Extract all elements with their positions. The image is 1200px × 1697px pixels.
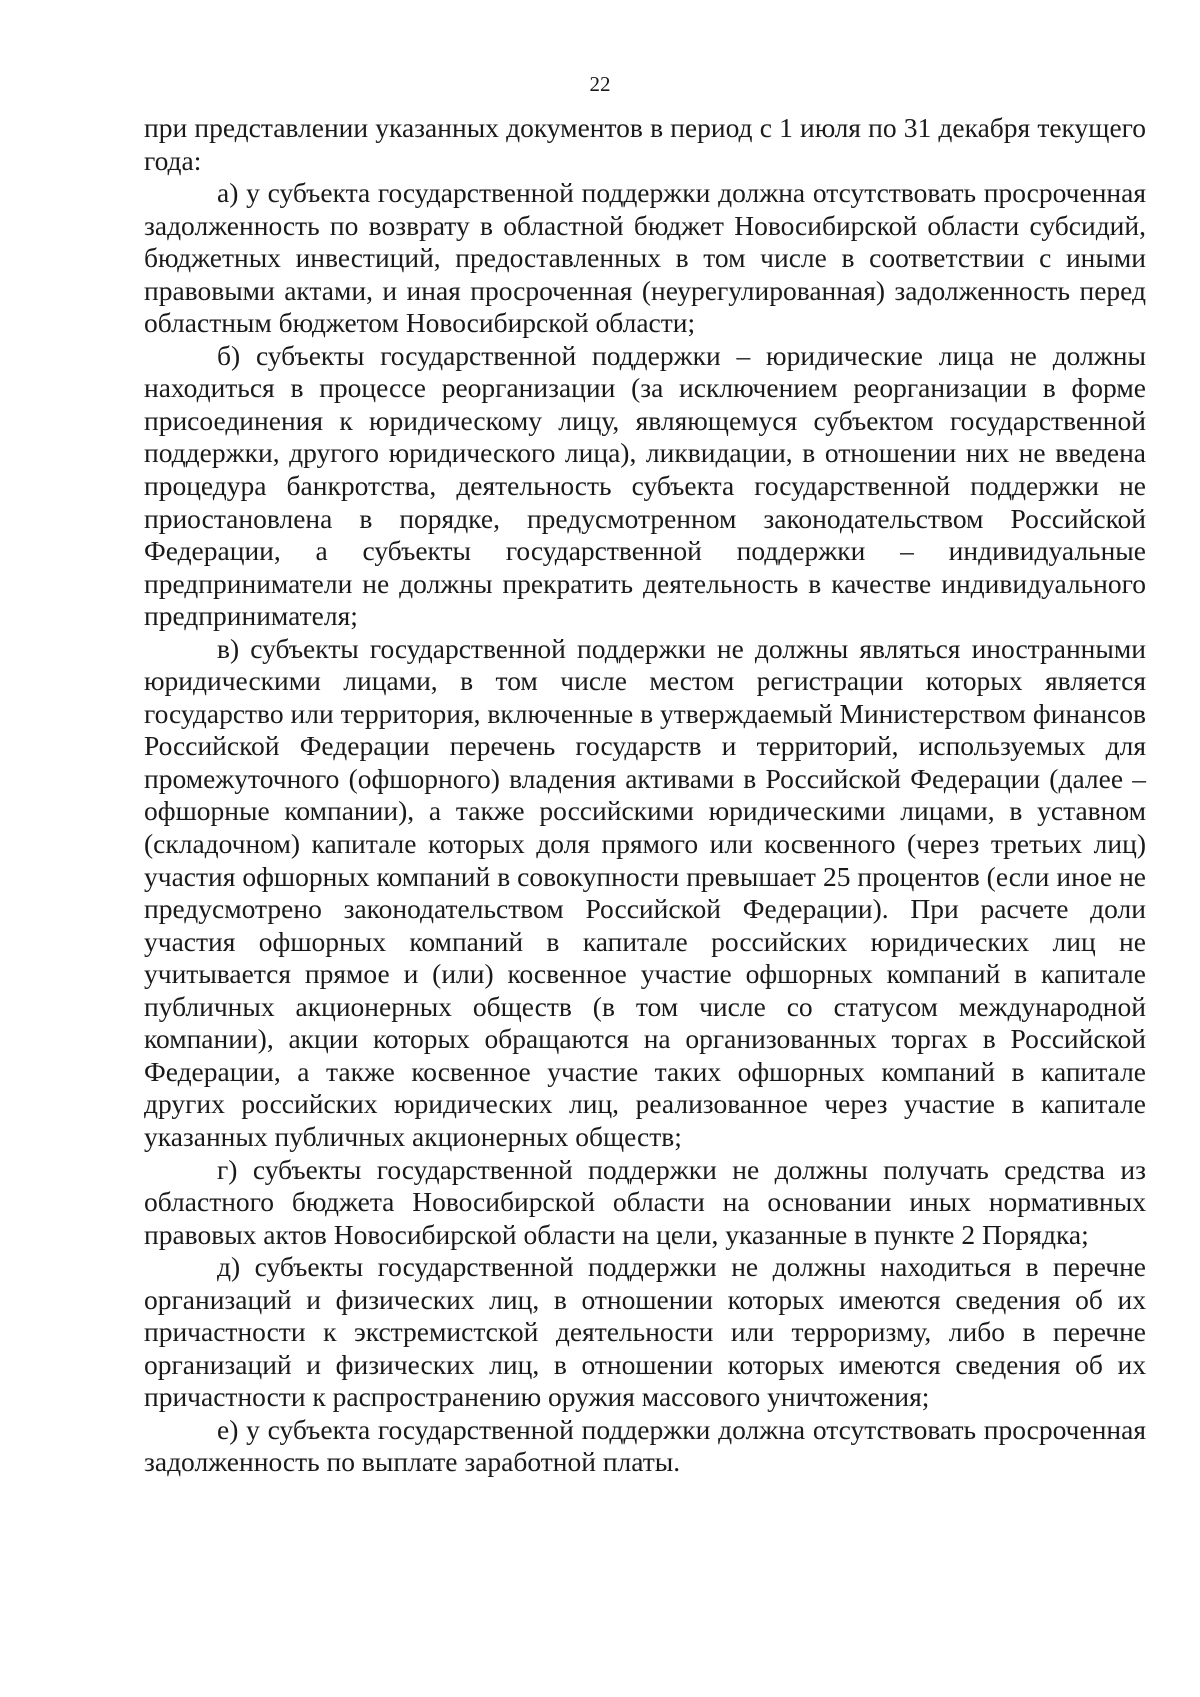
paragraph-item-v: в) субъекты государственной поддержки не должны являться иностранными юридическими лицами, в том числе местом регистрации которых является государство или территория, включенные в утверждаемый Министерством финансов Российской Федерации перечень государств и территорий, используемых для промежуточного (офшорного) владения активами в Российской Федерации (далее – офшорные компании), а также российскими юридическими лицами, в уставном (складочном) капитале которых доля прямого или косвенного (через третьих лиц) участия офшорных компаний в совокупности превышает 25 процентов (если иное не предусмотрено законодательством Российской Федерации). При расчете доли участия офшорных компаний в капитале российских юридических лиц не учитывается прямое и (или) косвенное участие офшорных компаний в капитале публичных акционерных обществ (в том числе со статусом международной компании), акции которых обращаются на организованных торгах в Российской Федерации, а также косвенное участие таких офшорных компаний в капитале других российских юридических лиц, реализованное через участие в капитале указанных публичных акционерных обществ; bbox=[144, 632, 1146, 1152]
paragraph-item-g: г) субъекты государственной поддержки не должны получать средства из областного бюджета Новосибирской области на основании иных нормативных правовых актов Новосибирской области на цели, указанные в пункте 2 Порядка; bbox=[144, 1153, 1146, 1250]
page-number: 22 bbox=[589, 72, 611, 96]
paragraph-item-d: д) субъекты государственной поддержки не должны находиться в перечне организаций и физических лиц, в отношении которых имеются сведения об их причастности к экстремистской деятельности или терроризму, либо в перечне организаций и физических лиц, в отношении которых имеются сведения об их причастности к распространению оружия массового уничтожения; bbox=[144, 1251, 1146, 1413]
paragraph-item-a: а) у субъекта государственной поддержки должна отсутствовать просроченная задолженность по возврату в областной бюджет Новосибирской области субсидий, бюджетных инвестиций, предоставленных в том числе в соответствии с иными правовыми актами, и иная просроченная (неурегулированная) задолженность перед областным бюджетом Новосибирской области; bbox=[144, 177, 1146, 339]
document-body bbox=[144, 112, 1146, 1479]
paragraph-item-b: б) субъекты государственной поддержки – юридические лица не должны находиться в процессе реорганизации (за исключением реорганизации в форме присоединения к юридическому лицу, являющемуся субъектом государственной поддержки, другого юридического лица), ликвидации, в отношении них не введена процедура банкротства, деятельность субъекта государственной поддержки не приостановлена в порядке, предусмотренном законодательством Российской Федерации, а субъекты государственной поддержки – индивидуальные предприниматели не должны прекратить деятельность в качестве индивидуального предпринимателя; bbox=[144, 339, 1146, 632]
paragraph-intro: при представлении указанных документов в период с 1 июля по 31 декабря текущего года: bbox=[144, 112, 1146, 176]
paragraph-item-e: е) у субъекта государственной поддержки должна отсутствовать просроченная задолженность по выплате заработной платы. bbox=[144, 1413, 1146, 1478]
